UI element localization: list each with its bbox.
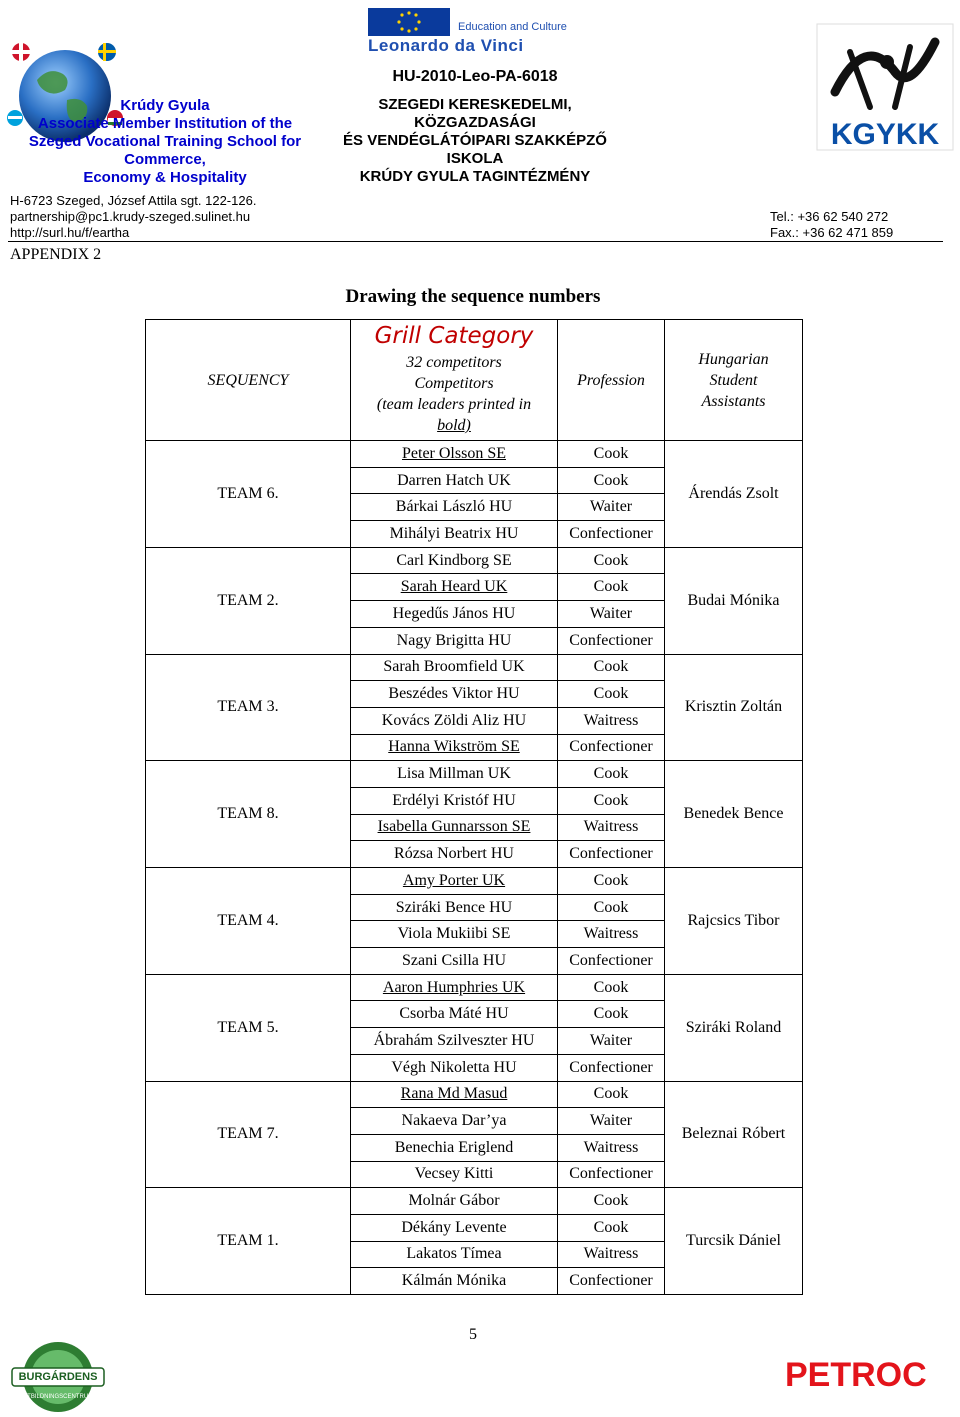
logo-text: BURGÁRDENS (18, 1371, 98, 1383)
school-hu-line: ÉS VENDÉGLÁTÓIPARI SZAKKÉPZŐ (343, 132, 607, 149)
competitor-name (351, 601, 558, 628)
competitor-name (351, 707, 558, 734)
competitor-name (351, 787, 558, 814)
competitor-name (351, 1028, 558, 1055)
competitor-name-text: Lakatos Tímea (406, 1245, 502, 1263)
profession-label: Profession (577, 371, 645, 389)
assistants-label: Assistants (701, 392, 766, 410)
competitor-name-text: Beszédes Viktor HU (388, 685, 520, 703)
competitors-note: (team leaders printed in (376, 396, 532, 413)
profession-cell: Confectioner (558, 1161, 665, 1188)
profession-cell: Waitress (558, 1134, 665, 1161)
competitor-name (351, 681, 558, 708)
assistant-cell: Turcsik Dániel (665, 1188, 803, 1295)
assistant-cell: Krisztin Zoltán (665, 654, 803, 761)
competitor-name-text: Végh Nikoletta HU (391, 1058, 517, 1076)
petroc-logo (785, 1354, 935, 1394)
header-profession (558, 320, 665, 441)
project-code: HU-2010-Leo-PA-6018 (392, 68, 558, 85)
competitor-name (351, 841, 558, 868)
table-row (146, 974, 803, 1001)
competitor-name-text: Isabella Gunnarsson SE (377, 818, 531, 836)
competitor-name-text: Aaron Humphries UK (382, 978, 526, 996)
profession-cell: Cook (558, 467, 665, 494)
competitors-count: 32 competitors (406, 354, 502, 371)
team-cell: TEAM 6. (146, 441, 351, 548)
profession-cell: Cook (558, 1214, 665, 1241)
team-cell: TEAM 3. (146, 654, 351, 761)
competitor-name-text: Rózsa Norbert HU (394, 845, 514, 863)
center-header (335, 68, 615, 186)
competitor-name-text: Kálmán Mónika (401, 1272, 507, 1290)
profession-cell: Waiter (558, 1108, 665, 1135)
assistant-cell: Sziráki Roland (665, 974, 803, 1081)
school-name-en (0, 97, 330, 187)
competitor-name-text: Szani Csilla HU (402, 951, 506, 969)
school-hu-line: KÖZGAZDASÁGI (414, 114, 536, 131)
profession-cell: Cook (558, 547, 665, 574)
competitors-note-bold: bold) (437, 417, 471, 434)
header-competitors (351, 320, 558, 441)
competitors-label: Competitors (414, 375, 494, 392)
burgardens-logo (8, 1340, 108, 1414)
competitor-name-text: Nagy Brigitta HU (396, 631, 512, 649)
competitor-name-text: Ábrahám Szilveszter HU (373, 1031, 535, 1049)
competitor-name (351, 761, 558, 788)
competitor-name-text: Hanna Wikström SE (388, 738, 520, 756)
competitor-name-text: Hegedűs János HU (392, 604, 516, 622)
competitor-name (351, 1001, 558, 1028)
competitor-name-text: Darren Hatch UK (397, 471, 511, 489)
page-title: Drawing the sequence numbers (345, 286, 601, 307)
competitor-name-text: Csorba Máté HU (399, 1005, 509, 1023)
competitor-name (351, 441, 558, 468)
competitor-name-text: Benechia Eriglend (394, 1138, 514, 1156)
competitor-name (351, 1241, 558, 1268)
table-row (146, 761, 803, 788)
competitor-name (351, 1054, 558, 1081)
competitor-name (351, 627, 558, 654)
address: H-6723 Szeged, József Attila sgt. 122-126. (10, 193, 257, 208)
eu-flag-icon (368, 8, 450, 36)
profession-cell: Cook (558, 787, 665, 814)
school-line: Krúdy Gyula (120, 97, 210, 114)
appendix-label: APPENDIX 2 (10, 246, 102, 263)
school-line: Economy & Hospitality (83, 169, 247, 186)
assistant-cell: Benedek Bence (665, 761, 803, 868)
assistants-label: Hungarian (698, 350, 769, 368)
fax: Fax.: +36 62 471 859 (770, 225, 894, 240)
competitor-name (351, 814, 558, 841)
profession-cell: Waiter (558, 1028, 665, 1055)
profession-cell: Cook (558, 574, 665, 601)
category-title: Grill Category (374, 323, 534, 349)
school-line: Szeged Vocational Training School for (28, 133, 302, 150)
profession-cell: Cook (558, 894, 665, 921)
school-line: Associate Member Institution of the (37, 115, 293, 132)
profession-cell: Cook (558, 441, 665, 468)
phone: Tel.: +36 62 540 272 (770, 209, 889, 224)
competitor-name-text: Sarah Broomfield UK (383, 658, 525, 676)
competitor-name (351, 521, 558, 548)
profession-cell: Confectioner (558, 521, 665, 548)
profession-cell: Confectioner (558, 948, 665, 975)
logo-text: PETROC (785, 1356, 927, 1394)
logo-subtext: UTBILDNINGSCENTRUM (22, 1394, 94, 1400)
competitor-name-text: Dékány Levente (401, 1218, 507, 1236)
school-line: Commerce, (124, 151, 206, 168)
profession-cell: Waitress (558, 814, 665, 841)
kgykk-logo (815, 22, 955, 152)
competitor-name (351, 1134, 558, 1161)
competitor-name (351, 494, 558, 521)
competitor-name-text: Bárkai László HU (395, 498, 513, 516)
programme-line2: Leonardo da Vinci (368, 36, 524, 55)
sequency-label: SEQUENCY (207, 371, 289, 389)
competitor-name-text: Lisa Millman UK (397, 765, 511, 783)
competitor-name (351, 1188, 558, 1215)
team-cell: TEAM 7. (146, 1081, 351, 1188)
competitor-name-text: Kovács Zöldi Aliz HU (381, 711, 527, 729)
profession-cell: Cook (558, 974, 665, 1001)
competitor-name (351, 1268, 558, 1295)
profession-cell: Confectioner (558, 1054, 665, 1081)
profession-cell: Cook (558, 654, 665, 681)
profession-cell: Confectioner (558, 734, 665, 761)
team-cell: TEAM 5. (146, 974, 351, 1081)
profession-cell: Cook (558, 761, 665, 788)
profession-cell: Cook (558, 1081, 665, 1108)
table-row (146, 654, 803, 681)
profession-cell: Waitress (558, 707, 665, 734)
assistant-cell: Beleznai Róbert (665, 1081, 803, 1188)
competitor-name-text: Rana Md Masud (400, 1085, 508, 1103)
competitor-name (351, 868, 558, 895)
competitor-name (351, 467, 558, 494)
header-rule (8, 241, 943, 242)
team-cell: TEAM 1. (146, 1188, 351, 1295)
profession-cell: Cook (558, 1188, 665, 1215)
profession-cell: Confectioner (558, 627, 665, 654)
competitor-name (351, 894, 558, 921)
logo-text: KGYKK (830, 118, 940, 151)
table-row (146, 1081, 803, 1108)
profession-cell: Confectioner (558, 841, 665, 868)
school-hu-line: SZEGEDI KERESKEDELMI, (378, 96, 572, 113)
profession-cell: Waitress (558, 921, 665, 948)
competitor-name-text: Erdélyi Kristóf HU (392, 791, 516, 809)
competitor-name (351, 547, 558, 574)
competitor-name (351, 734, 558, 761)
programme-line1: Education and Culture (458, 21, 567, 33)
assistant-cell: Rajcsics Tibor (665, 868, 803, 975)
competitor-name-text: Molnár Gábor (408, 1192, 500, 1210)
profession-cell: Cook (558, 681, 665, 708)
competitor-name (351, 1161, 558, 1188)
competitor-name (351, 574, 558, 601)
header-sequency (146, 320, 351, 441)
competitor-name-text: Mihályi Beatrix HU (389, 524, 519, 542)
team-cell: TEAM 2. (146, 547, 351, 654)
email: partnership@pc1.krudy-szeged.sulinet.hu (10, 209, 251, 224)
team-cell: TEAM 4. (146, 868, 351, 975)
profession-cell: Confectioner (558, 1268, 665, 1295)
competitor-name-text: Sarah Heard UK (400, 578, 508, 596)
competitor-name-text: Peter Olsson SE (402, 444, 506, 462)
school-hu-line: ISKOLA (446, 150, 504, 167)
competitor-name-text: Vecsey Kitti (414, 1165, 494, 1183)
competitor-name (351, 1081, 558, 1108)
profession-cell: Waitress (558, 1241, 665, 1268)
competitor-name-text: Amy Porter UK (402, 871, 506, 889)
competitor-name-text: Nakaeva Dar’ya (401, 1112, 507, 1130)
table-header-row (146, 320, 803, 441)
sequence-table (145, 319, 803, 1295)
competitor-name (351, 1108, 558, 1135)
table-row (146, 868, 803, 895)
assistants-label: Student (709, 371, 758, 389)
competitor-name (351, 948, 558, 975)
profession-cell: Waiter (558, 601, 665, 628)
table-row (146, 547, 803, 574)
table-row (146, 1188, 803, 1215)
team-cell: TEAM 8. (146, 761, 351, 868)
competitor-name-text: Carl Kindborg SE (396, 551, 512, 569)
profession-cell: Waiter (558, 494, 665, 521)
competitor-name-text: Viola Mukiibi SE (397, 925, 511, 943)
assistant-cell: Árendás Zsolt (665, 441, 803, 548)
table-row (146, 441, 803, 468)
competitor-name (351, 1214, 558, 1241)
competitor-name (351, 654, 558, 681)
header-assistants (665, 320, 803, 441)
profession-cell: Cook (558, 868, 665, 895)
competitor-name (351, 921, 558, 948)
website: http://surl.hu/f/eartha (10, 225, 130, 240)
competitor-name (351, 974, 558, 1001)
competitor-name-text: Sziráki Bence HU (395, 898, 513, 916)
assistant-cell: Budai Mónika (665, 547, 803, 654)
school-hu-line: KRÚDY GYULA TAGINTÉZMÉNY (359, 168, 591, 185)
page-number: 5 (469, 1326, 477, 1343)
profession-cell: Cook (558, 1001, 665, 1028)
